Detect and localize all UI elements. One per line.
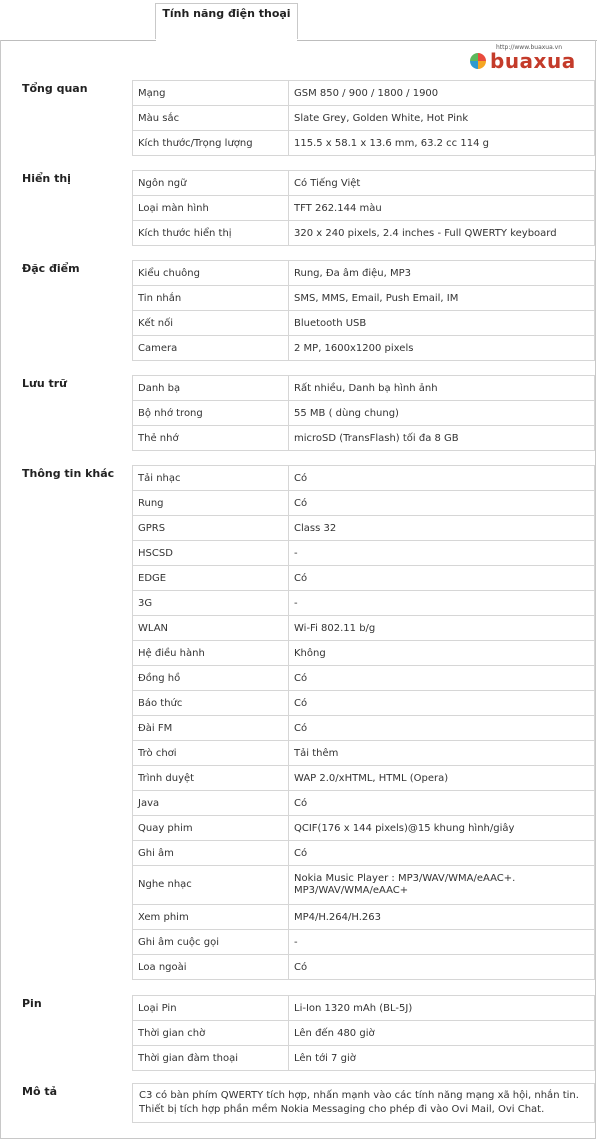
- spec-value: Class 32: [289, 516, 595, 541]
- spec-value: GSM 850 / 900 / 1800 / 1900: [289, 81, 595, 106]
- spec-label: Mạng: [133, 81, 289, 106]
- spec-label: Loa ngoài: [133, 955, 289, 980]
- spec-row: [133, 106, 595, 131]
- spec-row: [133, 841, 595, 866]
- spec-label: Đồng hồ: [133, 666, 289, 691]
- pinwheel-icon: [470, 53, 486, 69]
- spec-label: Bộ nhớ trong: [133, 401, 289, 426]
- spec-label: Báo thức: [133, 691, 289, 716]
- section-title: Thông tin khác: [22, 467, 115, 480]
- spec-label: Quay phim: [133, 816, 289, 841]
- spec-label: Thời gian đàm thoại: [133, 1046, 289, 1071]
- spec-row: [133, 1046, 595, 1071]
- spec-row: [133, 261, 595, 286]
- spec-row: [133, 131, 595, 156]
- spec-label: Tải nhạc: [133, 466, 289, 491]
- spec-value: microSD (TransFlash) tối đa 8 GB: [289, 426, 595, 451]
- spec-value: -: [289, 930, 595, 955]
- spec-value: -: [289, 541, 595, 566]
- spec-label: Tin nhắn: [133, 286, 289, 311]
- section-title: Hiển thị: [22, 172, 71, 185]
- spec-row: [133, 716, 595, 741]
- spec-label: Kích thước hiển thị: [133, 221, 289, 246]
- spec-row: [133, 591, 595, 616]
- spec-value: Có: [289, 566, 595, 591]
- spec-value: Bluetooth USB: [289, 311, 595, 336]
- section-title: Đặc điểm: [22, 262, 80, 275]
- spec-row: [133, 791, 595, 816]
- spec-table: [132, 995, 595, 1071]
- spec-row: [133, 741, 595, 766]
- spec-value: Rất nhiều, Danh bạ hình ảnh: [289, 376, 595, 401]
- spec-row: [133, 616, 595, 641]
- spec-value: Slate Grey, Golden White, Hot Pink: [289, 106, 595, 131]
- spec-row: [133, 491, 595, 516]
- spec-row: [133, 196, 595, 221]
- spec-label: Rung: [133, 491, 289, 516]
- spec-value: MP4/H.264/H.263: [289, 905, 595, 930]
- spec-label: Thẻ nhớ: [133, 426, 289, 451]
- spec-row: [133, 171, 595, 196]
- spec-row: [133, 955, 595, 980]
- spec-label: Trò chơi: [133, 741, 289, 766]
- spec-label: HSCSD: [133, 541, 289, 566]
- spec-row: [133, 466, 595, 491]
- spec-value: Lên đến 480 giờ: [289, 1021, 595, 1046]
- tab-phone-features[interactable]: Tính năng điện thoại: [155, 3, 298, 39]
- spec-row: [133, 905, 595, 930]
- spec-value: Li-Ion 1320 mAh (BL-5J): [289, 996, 595, 1021]
- spec-label: Hệ điều hành: [133, 641, 289, 666]
- spec-value: TFT 262.144 màu: [289, 196, 595, 221]
- spec-row: [133, 311, 595, 336]
- spec-value: Có: [289, 791, 595, 816]
- spec-label: 3G: [133, 591, 289, 616]
- spec-value: QCIF(176 x 144 pixels)@15 khung hình/giây: [289, 816, 595, 841]
- description-text: C3 có bàn phím QWERTY tích hợp, nhấn mạnh vào các tính năng mạng xã hội, nhắn tin. Thiết bị tích hợp phần mềm Nokia Messaging cho phép đi vào Ovi Mail, Ovi Chat.: [132, 1083, 595, 1123]
- spec-label: Loại màn hình: [133, 196, 289, 221]
- spec-label: WLAN: [133, 616, 289, 641]
- spec-label: Kích thước/Trọng lượng: [133, 131, 289, 156]
- spec-value: SMS, MMS, Email, Push Email, IM: [289, 286, 595, 311]
- spec-label: Thời gian chờ: [133, 1021, 289, 1046]
- spec-value: WAP 2.0/xHTML, HTML (Opera): [289, 766, 595, 791]
- spec-value: Có: [289, 466, 595, 491]
- buaxua-logo[interactable]: [468, 44, 588, 76]
- spec-row: [133, 541, 595, 566]
- logo-url: http://www.buaxua.vn: [496, 44, 563, 51]
- spec-table: [132, 80, 595, 156]
- spec-value: Có: [289, 716, 595, 741]
- spec-table: [132, 465, 595, 980]
- spec-row: [133, 401, 595, 426]
- spec-row: [133, 221, 595, 246]
- spec-value: Không: [289, 641, 595, 666]
- spec-label: Màu sắc: [133, 106, 289, 131]
- spec-row: [133, 816, 595, 841]
- spec-label: Kết nối: [133, 311, 289, 336]
- spec-row: [133, 641, 595, 666]
- spec-row: [133, 376, 595, 401]
- spec-label: Trình duyệt: [133, 766, 289, 791]
- spec-label: Danh bạ: [133, 376, 289, 401]
- spec-value: Có Tiếng Việt: [289, 171, 595, 196]
- spec-row: [133, 930, 595, 955]
- spec-label: Java: [133, 791, 289, 816]
- section-title: Tổng quan: [22, 82, 88, 95]
- spec-table: [132, 375, 595, 451]
- spec-value: Nokia Music Player : MP3/WAV/WMA/eAAC+. MP3/WAV/WMA/eAAC+: [289, 866, 595, 905]
- spec-value: Lên tới 7 giờ: [289, 1046, 595, 1071]
- spec-value: 2 MP, 1600x1200 pixels: [289, 336, 595, 361]
- spec-row: [133, 766, 595, 791]
- spec-label: Ghi âm cuộc gọi: [133, 930, 289, 955]
- spec-value: Tải thêm: [289, 741, 595, 766]
- spec-row: [133, 666, 595, 691]
- spec-row: [133, 81, 595, 106]
- spec-label: Camera: [133, 336, 289, 361]
- spec-value: Có: [289, 691, 595, 716]
- spec-label: Ngôn ngữ: [133, 171, 289, 196]
- section-title: Pin: [22, 997, 42, 1010]
- spec-value: Có: [289, 491, 595, 516]
- spec-label: Xem phim: [133, 905, 289, 930]
- spec-value: 115.5 x 58.1 x 13.6 mm, 63.2 cc 114 g: [289, 131, 595, 156]
- spec-value: Wi-Fi 802.11 b/g: [289, 616, 595, 641]
- spec-label: Loại Pin: [133, 996, 289, 1021]
- logo-text: buaxua: [490, 49, 576, 73]
- spec-label: Nghe nhạc: [133, 866, 289, 905]
- spec-value: Có: [289, 666, 595, 691]
- spec-label: Đài FM: [133, 716, 289, 741]
- spec-row: [133, 1021, 595, 1046]
- spec-row: [133, 996, 595, 1021]
- spec-label: EDGE: [133, 566, 289, 591]
- spec-row: [133, 286, 595, 311]
- spec-value: Có: [289, 841, 595, 866]
- spec-label: Kiểu chuông: [133, 261, 289, 286]
- spec-row: [133, 426, 595, 451]
- section-title: Lưu trữ: [22, 377, 68, 390]
- section-title-description: Mô tả: [22, 1085, 58, 1098]
- spec-value: 55 MB ( dùng chung): [289, 401, 595, 426]
- spec-row: [133, 566, 595, 591]
- spec-value: Rung, Đa âm điệu, MP3: [289, 261, 595, 286]
- spec-row: [133, 866, 595, 905]
- spec-value: -: [289, 591, 595, 616]
- spec-row: [133, 516, 595, 541]
- spec-label: GPRS: [133, 516, 289, 541]
- tab-bar: [0, 0, 597, 41]
- spec-row: [133, 336, 595, 361]
- spec-value: Có: [289, 955, 595, 980]
- spec-value: 320 x 240 pixels, 2.4 inches - Full QWERTY keyboard: [289, 221, 595, 246]
- spec-table: [132, 260, 595, 361]
- spec-table: [132, 170, 595, 246]
- spec-row: [133, 691, 595, 716]
- spec-label: Ghi âm: [133, 841, 289, 866]
